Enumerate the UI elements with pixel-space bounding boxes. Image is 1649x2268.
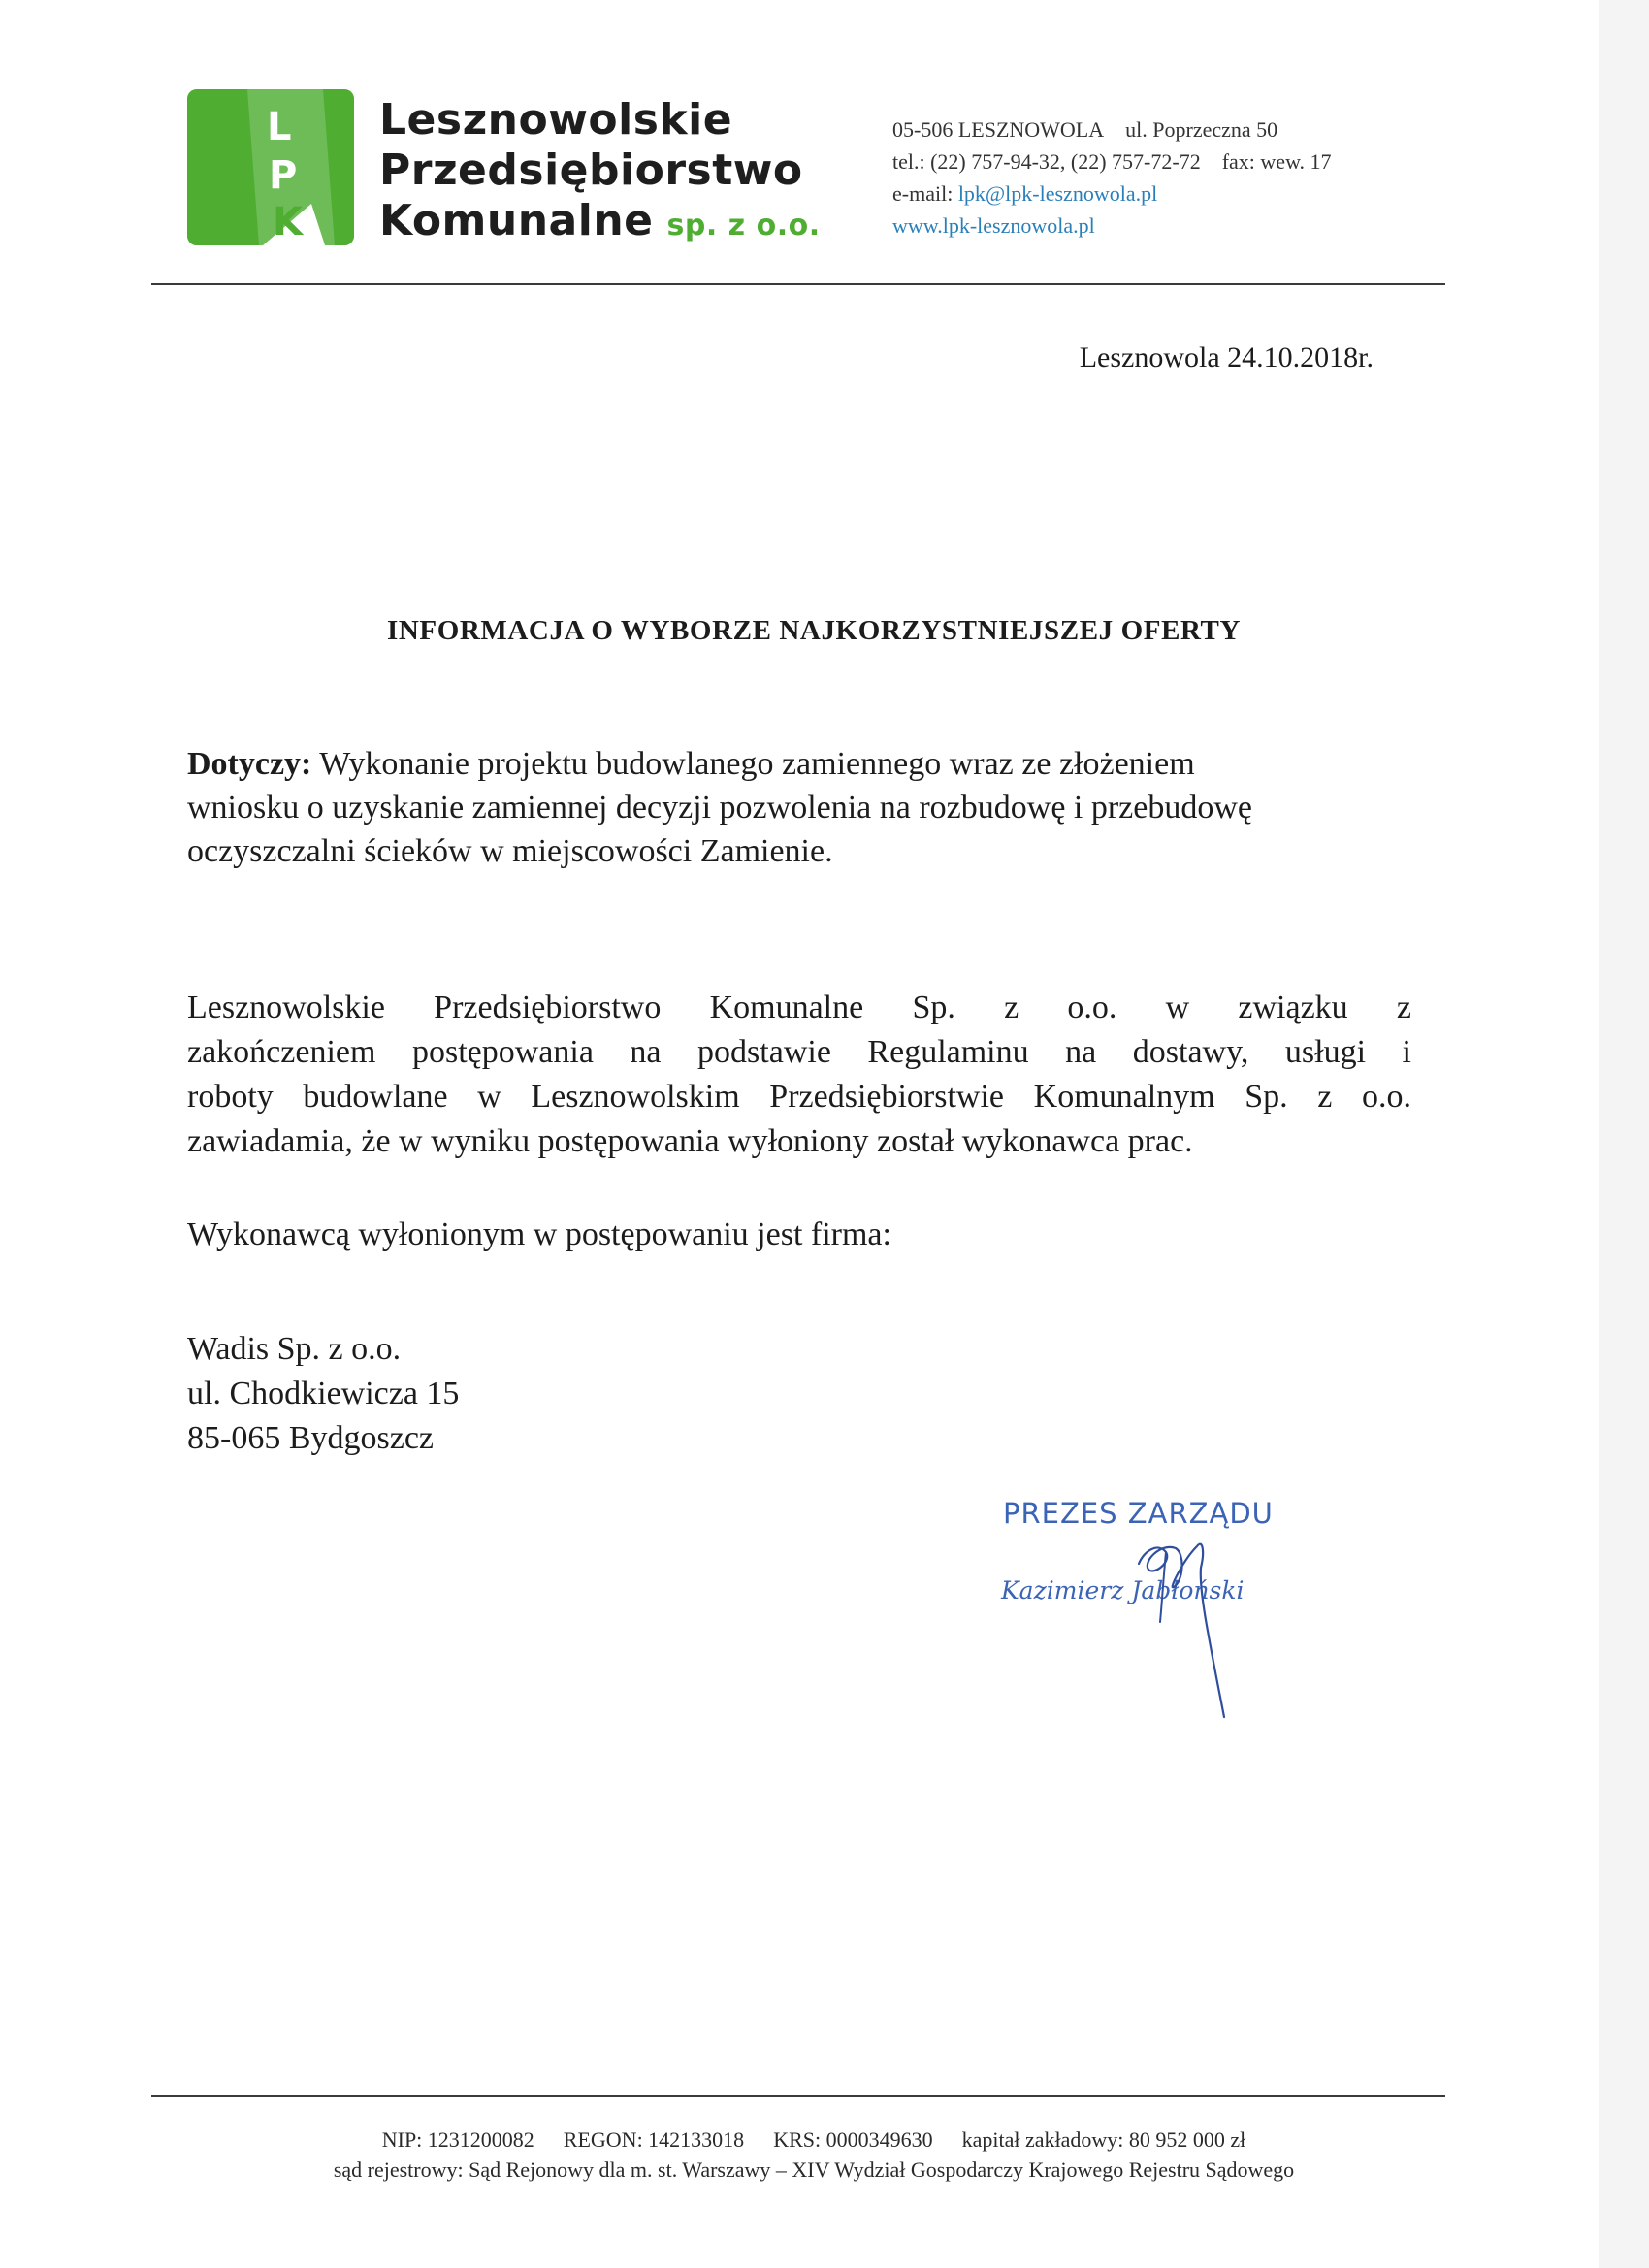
- body-line: roboty budowlane w Lesznowolskim Przedsiębiorstwie Komunalnym Sp. z o.o.: [187, 1079, 1411, 1115]
- svg-text:P: P: [269, 153, 298, 198]
- winner-street: ul. Chodkiewicza 15: [187, 1376, 460, 1411]
- winner-name: Wadis Sp. z o.o.: [187, 1331, 402, 1367]
- address-city: 05-506 LESZNOWOLA: [892, 117, 1105, 142]
- company-name-line: [379, 196, 821, 251]
- document-date: Lesznowola 24.10.2018r.: [1079, 341, 1374, 373]
- page-edge: [1599, 0, 1649, 2268]
- website-link[interactable]: www.lpk-lesznowola.pl: [892, 213, 1095, 238]
- stamp-name: Kazimierz Jabłoński: [1001, 1576, 1245, 1604]
- subject-line: wniosku o uzyskanie zamiennej decyzji pozwolenia na rozbudowę i przebudowę: [187, 790, 1253, 826]
- footer-nip: NIP: 1231200082: [381, 2127, 534, 2152]
- subject-block: [187, 742, 1413, 873]
- handwritten-signature: [1116, 1513, 1251, 1727]
- svg-text:L: L: [267, 105, 292, 149]
- address-street: ul. Poprzeczna 50: [1125, 117, 1278, 142]
- body-line: Lesznowolskie Przedsiębiorstwo Komunalne Sp. z o.o. w związku z: [187, 989, 1411, 1025]
- company-suffix: sp. z o.o.: [666, 209, 821, 243]
- website-row: [892, 210, 1332, 242]
- footer-krs: KRS: 0000349630: [773, 2127, 933, 2152]
- svg-text:K: K: [273, 200, 303, 244]
- company-name-line: Lesznowolskie: [379, 95, 733, 145]
- header-divider: [151, 283, 1445, 285]
- winner-address: [187, 1327, 459, 1461]
- body-paragraph: [187, 986, 1411, 1164]
- company-name: [379, 95, 821, 251]
- lpk-logo-mark: [187, 89, 354, 245]
- fax-number: fax: wew. 17: [1221, 149, 1332, 174]
- stamp-title: PREZES ZARZĄDU: [1003, 1497, 1274, 1530]
- footer-divider: [151, 2095, 1445, 2097]
- footer-regon: REGON: 142133018: [563, 2127, 745, 2152]
- footer-registry-row: [0, 2124, 1628, 2155]
- winner-intro: Wykonawcą wyłonionym w postępowaniu jest firma:: [187, 1216, 891, 1252]
- phone-numbers: tel.: (22) 757-94-32, (22) 757-72-72: [892, 149, 1201, 174]
- body-line: zawiadamia, że w wyniku postępowania wyłoniony został wykonawca prac.: [187, 1123, 1193, 1159]
- footer: [0, 2124, 1628, 2185]
- contact-block: [892, 113, 1332, 242]
- address-row: [892, 113, 1332, 146]
- company-logo: [187, 89, 354, 245]
- company-name-line-text: Komunalne: [379, 196, 654, 245]
- email-label: e-mail:: [892, 181, 954, 206]
- winner-city: 85-065 Bydgoszcz: [187, 1420, 435, 1456]
- subject-line: oczyszczalni ścieków w miejscowości Zamienie.: [187, 833, 833, 869]
- subject-line: [187, 742, 1413, 786]
- footer-court: sąd rejestrowy: Sąd Rejonowy dla m. st. Warszawy – XIV Wydział Gospodarczy Krajowego Rejestru Sądowego: [333, 2157, 1295, 2182]
- subject-line-text: Wykonanie projektu budowlanego zamiennego wraz ze złożeniem: [319, 746, 1195, 782]
- footer-capital: kapitał zakładowy: 80 952 000 zł: [961, 2127, 1246, 2152]
- phone-row: [892, 146, 1332, 178]
- email-row: [892, 178, 1332, 210]
- company-name-line: Przedsiębiorstwo: [379, 146, 803, 195]
- email-link[interactable]: lpk@lpk-lesznowola.pl: [957, 181, 1158, 206]
- document-heading: INFORMACJA O WYBORZE NAJKORZYSTNIEJSZEJ OFERTY: [386, 615, 1242, 646]
- body-line: zakończeniem postępowania na podstawie Regulaminu na dostawy, usługi i: [187, 1034, 1411, 1070]
- subject-lead: Dotyczy:: [187, 746, 312, 782]
